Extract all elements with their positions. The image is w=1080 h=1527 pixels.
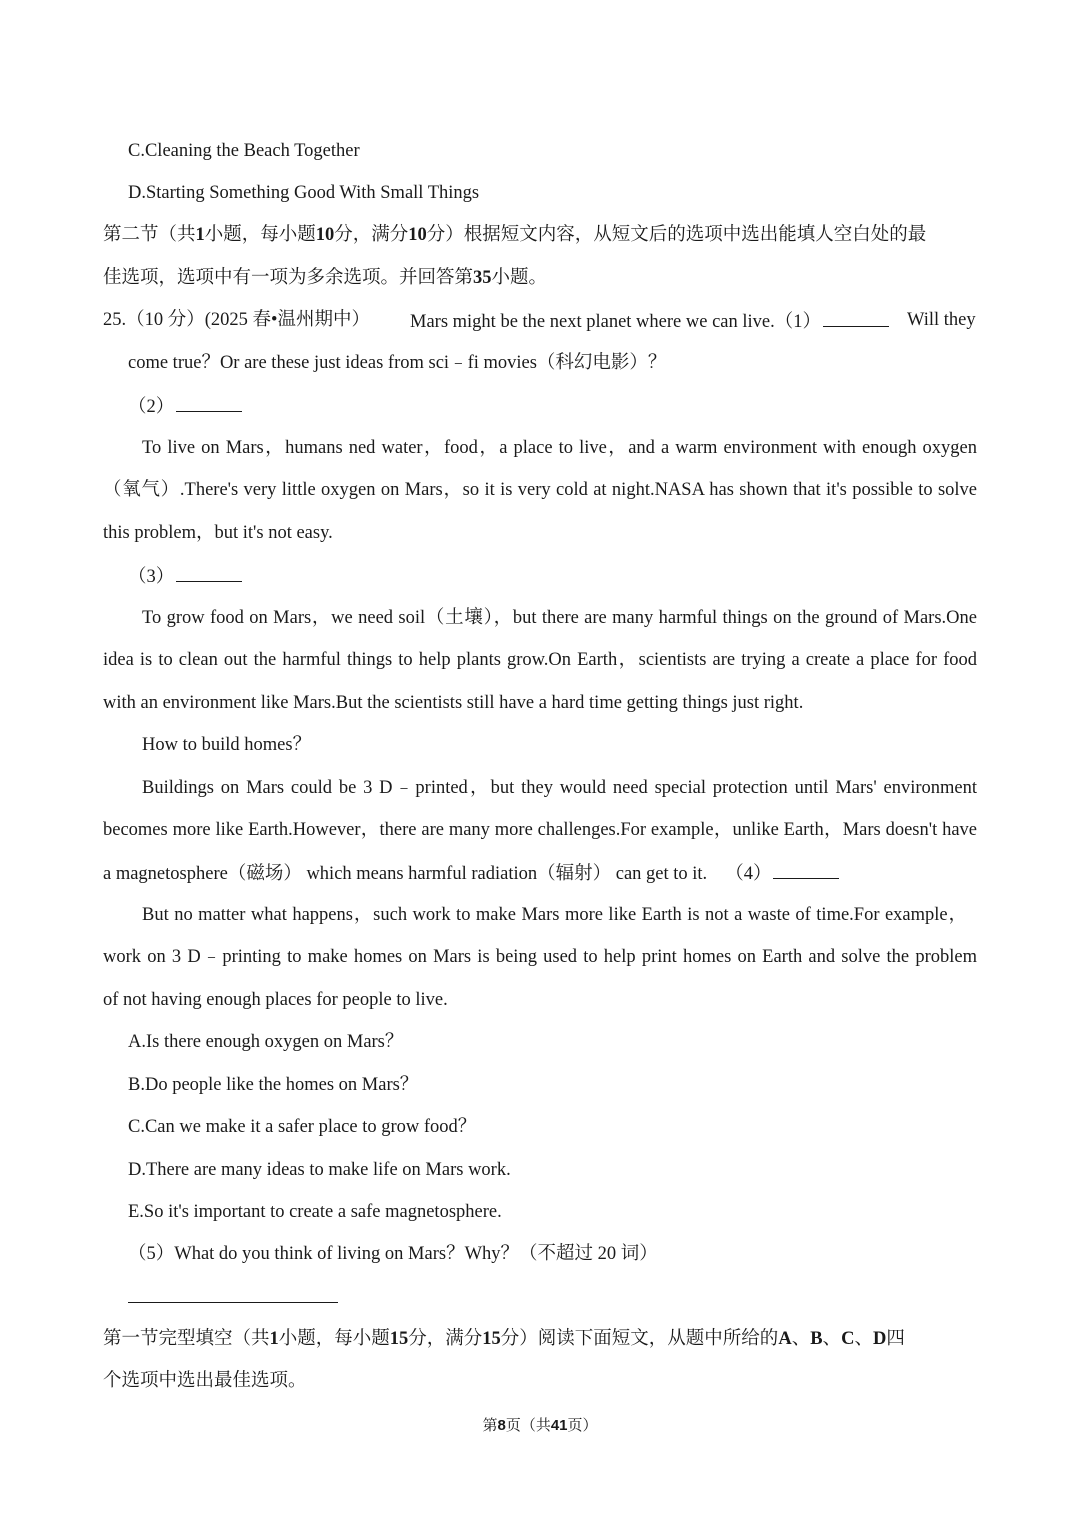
page-footer	[0, 1416, 1080, 1436]
text: 四	[886, 1329, 905, 1349]
answer-blank-1	[823, 308, 889, 327]
text: a magnetosphere（磁场） which means harmful radiation（辐射） can get to it.	[103, 864, 708, 884]
section1-instruction-line2: 个选项中选出最佳选项。	[103, 1371, 307, 1391]
text: 小题，每小题	[204, 225, 316, 245]
option-c-prev: C.Cleaning the Beach Together	[128, 141, 360, 161]
text: B	[810, 1329, 823, 1349]
para1-line2: （氧气）.There's very little oxygen on Mars，so it is very cold at night.NASA has shown that it's possible to solve	[103, 480, 977, 500]
text: 页（共	[505, 1418, 551, 1434]
blank-label: （4）	[725, 864, 772, 884]
text: 分，满分	[408, 1329, 483, 1349]
text: A	[778, 1329, 792, 1349]
para4-line2: work on 3 D﹣printing to make homes on Mars is being used to help print homes on Earth and solve the problem	[103, 947, 977, 967]
blank-label: （3）	[128, 567, 175, 587]
question-line2: come true？Or are these just ideas from sci﹣fi movies（科幻电影）？	[128, 353, 667, 373]
question-5: （5）What do you think of living on Mars？Why？（不超过 20 词）	[128, 1244, 658, 1264]
para4-line1: But no matter what happens，such work to make Mars more like Earth is not a waste of time.For example，	[142, 905, 967, 925]
para3-line3	[103, 860, 1080, 886]
text: 15	[389, 1329, 409, 1349]
para2-line1: To grow food on Mars，we need soil（土壤），but there are many harmful things on the ground of Mars.One	[142, 608, 977, 628]
para2-line2: idea is to clean out the harmful things to help plants grow.On Earth，scientists are trying a create a place for food	[103, 650, 977, 670]
para1-line1: To live on Mars，humans ned water，food，a place to live，and a warm environment with enough oxygen	[142, 438, 977, 458]
page-number: 8	[497, 1417, 506, 1434]
text: 、	[854, 1329, 873, 1349]
text: 第	[482, 1418, 498, 1434]
option-c: C.Can we make it a safer place to grow food？	[128, 1117, 477, 1137]
section2-instruction-line1	[103, 223, 977, 247]
para1-line3: this problem，but it's not easy.	[103, 523, 333, 543]
text: 35	[473, 268, 492, 288]
text: 分）根据短文内容，从短文后的选项中选出能填人空白处的最	[426, 225, 927, 245]
option-d: D.There are many ideas to make life on Mars work.	[128, 1160, 511, 1180]
section1-instruction-line1	[103, 1327, 977, 1351]
option-b: B.Do people like the homes on Mars？	[128, 1075, 419, 1095]
option-d-prev: D.Starting Something Good With Small Things	[128, 183, 480, 203]
option-a: A.Is there enough oxygen on Mars？	[128, 1032, 404, 1052]
text: 小题，每小题	[278, 1329, 390, 1349]
text: 页）	[567, 1418, 598, 1434]
option-e: E.So it's important to create a safe magnetosphere.	[128, 1202, 502, 1222]
text: 、	[791, 1329, 811, 1349]
answer-blank-4	[773, 860, 839, 879]
section2-instruction-line2	[103, 266, 1080, 290]
text: 第一节完型填空（共	[103, 1329, 270, 1349]
text: C	[841, 1329, 855, 1349]
text: Mars might be the next planet where we can live.（1）	[410, 312, 821, 332]
para2-line3: with an environment like Mars.But the scientists still have a hard time getting things just right.	[103, 693, 804, 713]
para3-line1: Buildings on Mars could be 3 D﹣printed，but they would need special protection until Mars' environment	[142, 778, 977, 798]
answer-blank-3	[176, 563, 242, 582]
para3-heading: How to build homes？	[142, 735, 312, 755]
question-line1	[410, 308, 1080, 334]
text: 分）阅读下面短文，从题中所给的	[500, 1329, 779, 1349]
question-number: 25.（10 分）(2025 春•温州期中）	[103, 310, 371, 330]
text: 1	[195, 225, 205, 245]
blank-label: （2）	[128, 397, 175, 417]
page-total: 41	[550, 1417, 568, 1434]
blank-3-line	[128, 563, 1080, 589]
text: 小题。	[491, 268, 548, 288]
text: 、	[822, 1329, 842, 1349]
para3-line2: becomes more like Earth.However，there are many more challenges.For example，unlike Earth，Mars doesn't have	[103, 820, 977, 840]
text: 15	[482, 1329, 501, 1349]
text: D	[872, 1329, 887, 1349]
answer-blank-2	[176, 393, 242, 412]
text: 分，满分	[334, 225, 409, 245]
text: 10	[315, 225, 335, 245]
answer-line	[128, 1302, 338, 1303]
text: 佳选项，选项中有一项为多余选项。并回答第	[103, 268, 474, 288]
text: 1	[269, 1329, 279, 1349]
text: 10	[408, 225, 427, 245]
para4-line3: of not having enough places for people to live.	[103, 990, 448, 1010]
text: 第二节（共	[103, 225, 196, 245]
question-line1-tail: Will they	[907, 310, 976, 330]
blank-2-line	[128, 393, 1080, 419]
